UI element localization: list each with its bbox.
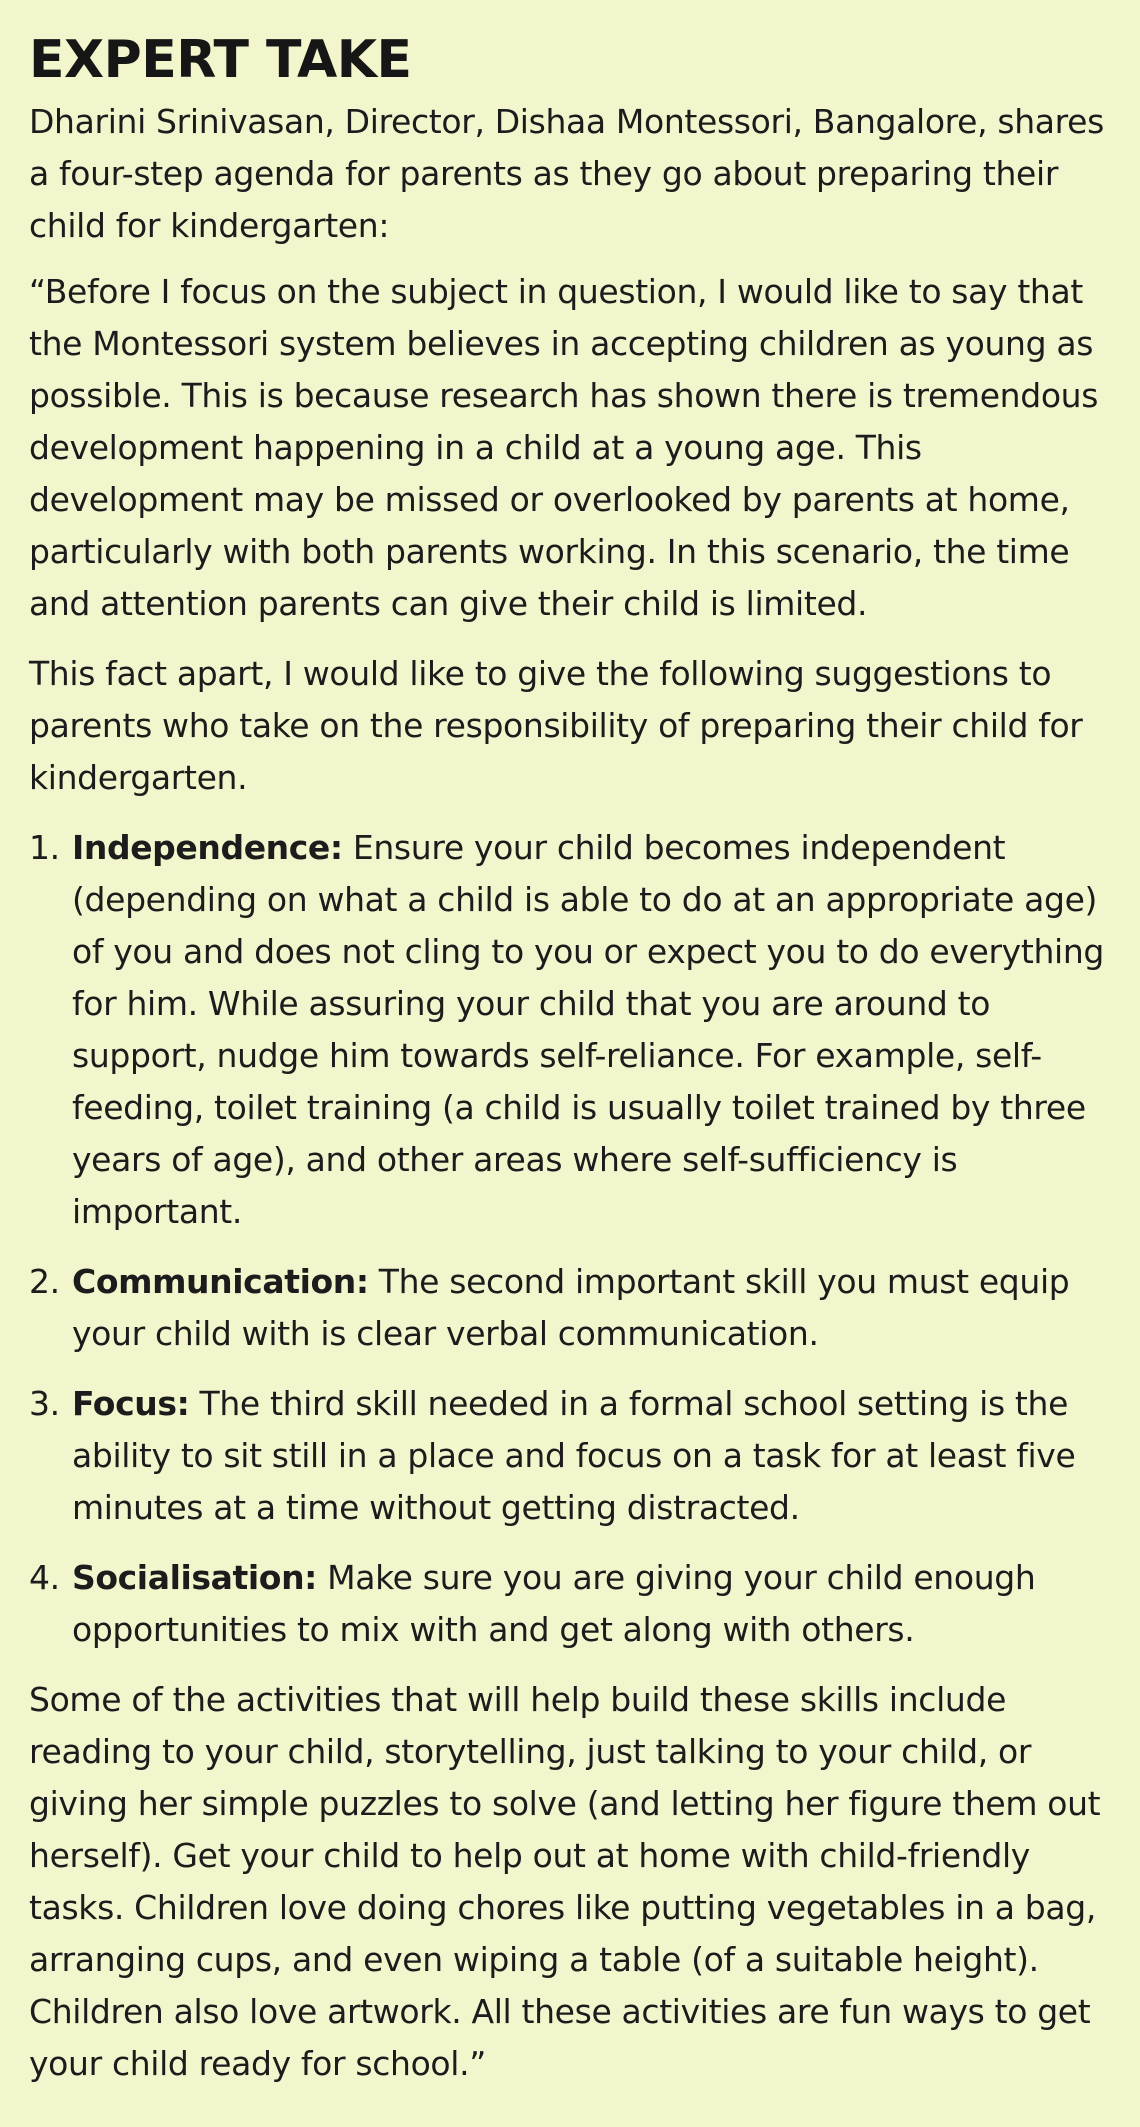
agenda-item-term: Independence:: [72, 828, 343, 867]
agenda-item-focus: [29, 1378, 1110, 1534]
agenda-item-socialisation: [29, 1552, 1110, 1656]
section-title: EXPERT TAKE: [29, 30, 412, 90]
agenda-item-text: Make sure you are giving your child enough opportunities to mix with and get along with others.: [72, 1558, 1036, 1649]
agenda-item-text: The second important skill you must equip your child with is clear verbal communication.: [72, 1262, 1070, 1353]
agenda-item-communication: [29, 1256, 1110, 1360]
agenda-item-number: 4.: [29, 1558, 60, 1597]
agenda-item-text: Ensure your child becomes independent (depending on what a child is able to do at an appropriate age) of you and does not cling to you or expect you to do everything for him. While assuring your child that you are around to support, nudge him towards self-reliance. For example, self-feeding, toilet training (a child is usually toilet trained by three years of age), and other areas where self-sufficiency is important.: [72, 828, 1104, 1231]
agenda-list: [29, 822, 1110, 1656]
quote-paragraph-2: This fact apart, I would like to give the following suggestions to parents who take on the responsibility of preparing their child for kindergarten.: [29, 654, 1083, 797]
agenda-item-number: 3.: [29, 1384, 60, 1423]
agenda-item-text: The third skill needed in a formal school setting is the ability to sit still in a place and focus on a task for at least five minutes at a time without getting distracted.: [72, 1384, 1076, 1527]
intro-paragraph: Dharini Srinivasan, Director, Dishaa Montessori, Bangalore, shares a four-step agenda for parents as they go about preparing their child for kindergarten:: [29, 102, 1104, 245]
agenda-item-number: 1.: [29, 828, 60, 867]
quote-paragraph-1: “Before I focus on the subject in question, I would like to say that the Montessori system believes in accepting children as young as possible. This is because research has shown there is tremendous development happening in a child at a young age. This development may be missed or overlooked by parents at home, particularly with both parents working. In this scenario, the time and attention parents can give their child is limited.: [29, 272, 1099, 623]
agenda-item-term: Communication:: [72, 1262, 369, 1301]
agenda-item-number: 2.: [29, 1262, 60, 1301]
agenda-item-independence: [29, 822, 1110, 1238]
agenda-item-term: Focus:: [72, 1384, 190, 1423]
agenda-item-term: Socialisation:: [72, 1558, 317, 1597]
closing-paragraph: Some of the activities that will help build these skills include reading to your child, storytelling, just talking to your child, or giving her simple puzzles to solve (and letting her figure them out herself). Get your child to help out at home with child-friendly tasks. Children love doing chores like putting vegetables in a bag, arranging cups, and even wiping a table (of a suitable height). Children also love artwork. All these activities are fun ways to get your child ready for school.”: [29, 1680, 1101, 2083]
